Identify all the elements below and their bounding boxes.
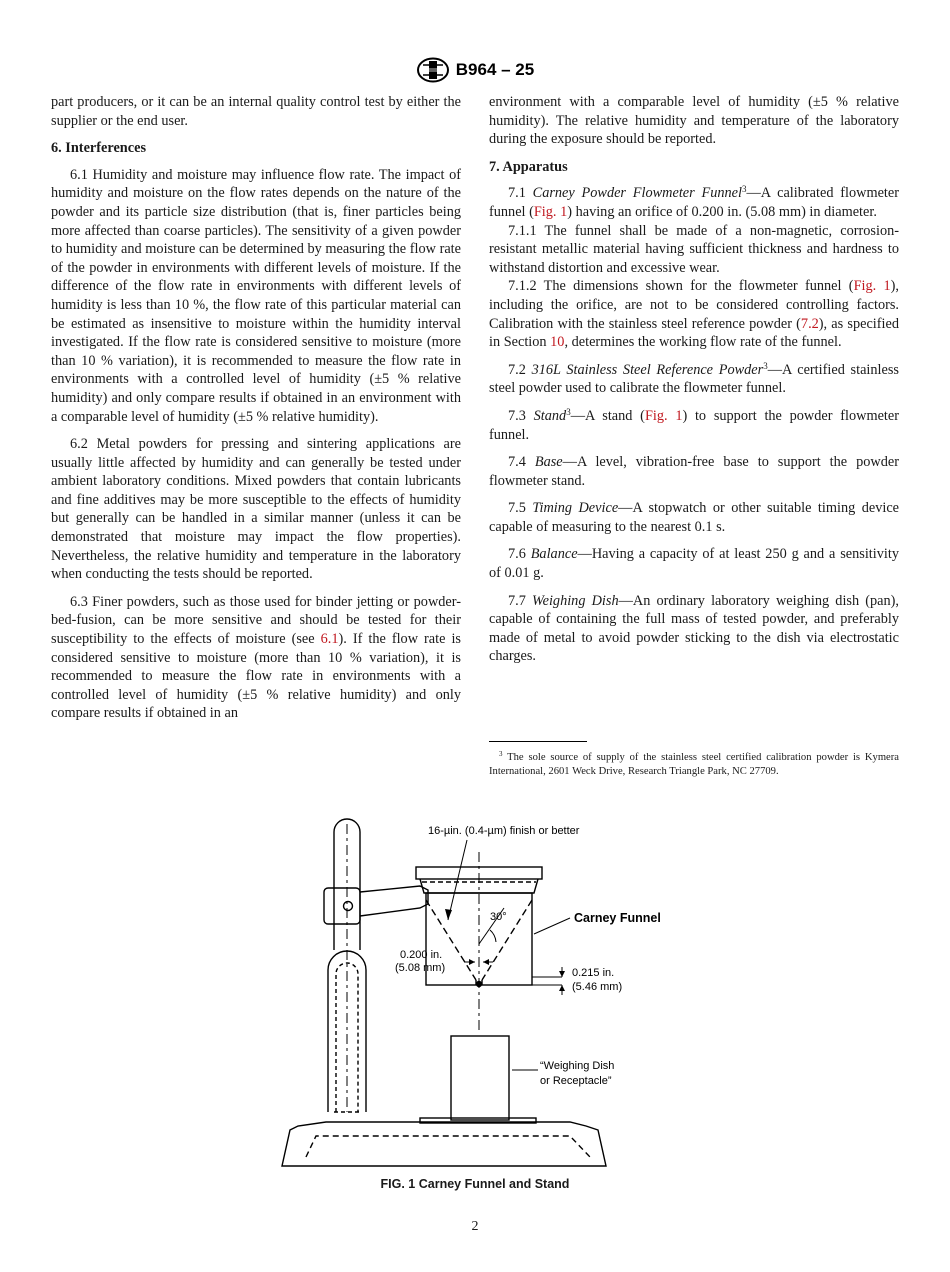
paragraph-7-1: 7.1 Carney Powder Flowmeter Funnel$^3$—A calibrated flowmeter funnel (Fig. 1) having an orifice of 0.200 in. (5.08 mm) in diameter. — [489, 184, 899, 220]
ref-link-fig1[interactable]: Fig. 1 — [533, 203, 568, 220]
ref-link-7-2[interactable]: 7.2 — [800, 315, 819, 332]
paragraph-6-2: 6.2 Metal powders for pressing and sintering applications are usually little affected by humidity and can generally be tested under ambient laboratory conditions. Mixed powders that contain lubricants and fine additives may be more susceptible to the effects of humidity but generally can be handled in a similar manner (unless it can be demonstrated that moisture may impact the flow properties). Nevertheless, the relative humidity and temperature in the laboratory when conducting the tests should be reported. — [51, 436, 461, 583]
height-label-in: 0.215 in. — [572, 967, 615, 979]
footnote: $^3$ The sole source of supply of the stainless steel certified calibration powder is Kymera International, 2601 Weck Drive, Research Triangle Park, NC 27709. — [489, 750, 899, 777]
section-6-heading: 6. Interferences — [51, 140, 147, 157]
ref-link-section-10[interactable]: 10 — [550, 334, 565, 351]
paragraph-7-7: 7.7 Weighing Dish—An ordinary laboratory weighing dish (pan), capable of containing the full mass of tested powder, and preferably made of metal to avoid powder sticking to the dish via electrostatic charges. — [489, 592, 899, 665]
orifice-label-mm: (5.08 mm) — [395, 962, 446, 974]
intro-paragraph: part producers, or it can be an internal quality control test by either the supplier or the end user. — [51, 94, 461, 129]
paragraph-7-4: 7.4 Base—A level, vibration-free base to support the powder flowmeter stand. — [489, 454, 899, 489]
page-number: 2 — [471, 1219, 479, 1234]
height-label-mm: (5.46 mm) — [572, 981, 623, 993]
funnel-label: Carney Funnel — [574, 911, 661, 925]
carney-funnel-figure — [270, 812, 680, 1172]
standard-designation: B964 – 25 — [455, 60, 535, 79]
paragraph-7-5: 7.5 Timing Device—A stopwatch or other suitable timing device capable of measuring to the nearest 0.1 s. — [489, 500, 900, 535]
footnote-divider — [489, 741, 587, 742]
dish-label-line1: “Weighing Dish — [540, 1060, 615, 1072]
paragraph-7-1-1: 7.1.1 The funnel shall be made of a non-magnetic, corrosion-resistant metallic material having sufficient thickness and hardness to withstand distortion and excessive wear. — [489, 222, 899, 276]
stand-base — [282, 1122, 606, 1166]
dish-label-line2: or Receptacle” — [540, 1075, 612, 1087]
footnote-ref: 3 — [566, 406, 571, 417]
ref-link-fig1[interactable]: Fig. 1 — [853, 278, 891, 295]
orifice-label-in: 0.200 in. — [400, 949, 443, 961]
paragraph-6-1: 6.1 Humidity and moisture may influence flow rate. The impact of humidity and moisture on the flow rates depends on the nature of the powder and its particle size distribution (that is, finer particles being more affected than coarse particles). The sensitivity of a given powder to humidity and moisture can be determined by measuring the flow rate of the powder in environments with different levels of moisture. If the difference of the flow rate in environments with different levels of humidity is less than 10 %, the flow rate of this particular material can be estimated as insensitive to moisture within the humidity interval investigated. If the flow rate is considered sensitive to moisture (more than 10 % variation), it is recommended to measure the flow rate in environments with a controlled level of humidity (±5 % relative humidity) and only compare results if obtained in an environment with a comparable level of humidity (±5 % relative humidity). — [51, 166, 461, 425]
paragraph-7-1-2: 7.1.2 The dimensions shown for the flowmeter funnel (Fig. 1), including the orifice, are not to be considered controlling factors. Calibration with the stainless steel reference powder (7.2), as specified in Section 10, determines the working flow rate of the funnel. — [489, 278, 900, 351]
angle-label: 30° — [490, 911, 507, 923]
ref-link-6-1[interactable]: 6.1 — [320, 631, 339, 648]
right-column — [489, 93, 899, 675]
paragraph-7-6: 7.6 Balance—Having a capacity of at least 250 g and a sensitivity of 0.01 g. — [489, 546, 899, 582]
continuation-paragraph: environment with a comparable level of humidity (±5 % relative humidity). The relative humidity and temperature of the laboratory during the exposure should be reported. — [489, 94, 899, 148]
weighing-dish — [451, 1036, 509, 1120]
footnote-ref: 3 — [763, 360, 768, 371]
paragraph-7-3: 7.3 Stand$^3$—A stand (Fig. 1) to support the powder flowmeter funnel. — [489, 406, 899, 443]
ref-link-fig1[interactable]: Fig. 1 — [644, 407, 683, 424]
figure-caption: FIG. 1 Carney Funnel and Stand — [380, 1177, 570, 1191]
left-column — [51, 93, 461, 723]
clamp-collar — [324, 888, 360, 924]
footnote-ref: 3 — [742, 184, 747, 195]
paragraph-6-3: 6.3 Finer powders, such as those used for binder jetting or powder-bed-fusion, can be more sensitive and should be tested for their susceptibility to the effects of moisture (see 6.1). If the flow rate is considered sensitive to moisture (more than 10 % variation), it is recommended to measure the flow rate in environments with a controlled level of humidity (±5 % relative humidity) and only compare results if obtained in an — [51, 593, 461, 722]
astm-logo — [416, 57, 450, 83]
paragraph-7-2: 7.2 316L Stainless Steel Reference Powder$^3$—A certified stainless steel powder used to calibrate the flowmeter funnel. — [489, 360, 899, 397]
section-7-heading: 7. Apparatus — [489, 158, 568, 175]
page-header — [0, 56, 950, 84]
finish-label: 16-µin. (0.4-µm) finish or better — [428, 825, 580, 837]
